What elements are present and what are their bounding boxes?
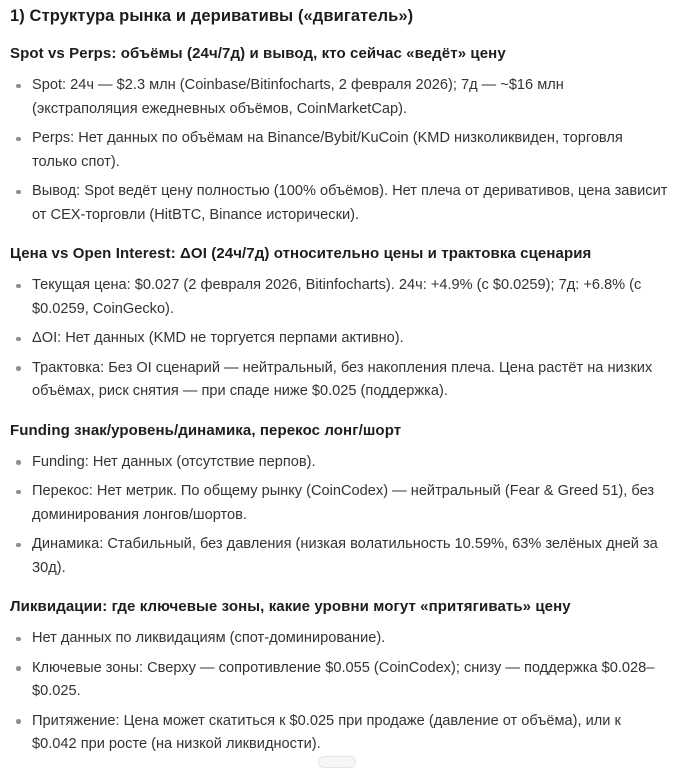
section-heading-funding: Funding знак/уровень/динамика, перекос лонг/шорт (10, 421, 402, 439)
list-item-text: Динамика: Стабильный, без давления (низкая волатильность 10.59%, 63% зелёных дней за 30д). (32, 536, 658, 576)
list-item (10, 657, 668, 704)
list-item (10, 180, 668, 227)
bullet-icon (16, 460, 21, 465)
section-heading-liquidations: Ликвидации: где ключевые зоны, какие уровни могут «притягивать» цену (10, 598, 571, 615)
list-item (10, 480, 668, 527)
bullet-icon (16, 543, 21, 548)
list-item (10, 533, 668, 580)
bullet-list (10, 274, 668, 404)
page-title: 1) Структура рынка и деривативы («двигатель») (10, 7, 414, 25)
list-item-text: Perps: Нет данных по объёмам на Binance/Bybit/KuCoin (KMD низколиквиден, торговля только спот). (32, 130, 623, 170)
list-item (10, 74, 668, 121)
bullet-icon (16, 284, 21, 289)
scroll-down-button-partial[interactable] (318, 756, 356, 768)
list-item-text: Spot: 24ч — $2.3 млн (Coinbase/Bitinfocharts, 2 февраля 2026); 7д — ~$16 млн (экстраполяция ежедневных объёмов, CoinMarketCap). (32, 77, 564, 117)
list-item-text: Нет данных по ликвидациям (спот-доминирование). (32, 630, 386, 646)
list-item (10, 627, 668, 651)
list-item (10, 357, 668, 404)
bullet-icon (16, 190, 21, 195)
bullet-icon (16, 137, 21, 142)
bullet-icon (16, 719, 21, 724)
section-price-vs-open-interest (10, 244, 668, 404)
list-item-text: Funding: Нет данных (отсутствие перпов). (32, 453, 316, 470)
list-item (10, 327, 668, 351)
bullet-icon (16, 337, 21, 342)
list-item (10, 710, 668, 757)
section-spot-vs-perps (10, 44, 668, 227)
section-heading-price-vs-open-interest: Цена vs Open Interest: ΔOI (24ч/7д) относительно цены и трактовка сценария (10, 245, 592, 262)
list-item-text: Текущая цена: $0.027 (2 февраля 2026, Bitinfocharts). 24ч: +4.9% (с $0.0259); 7д: +6.8% (с $0.0259, CoinGecko). (32, 277, 642, 317)
section-heading-spot-vs-perps: Spot vs Perps: объёмы (24ч/7д) и вывод, кто сейчас «ведёт» цену (10, 45, 506, 62)
bullet-list (10, 74, 668, 227)
bullet-icon (16, 637, 21, 642)
list-item (10, 127, 668, 174)
bullet-icon (16, 84, 21, 89)
list-item-text: Трактовка: Без OI сценарий — нейтральный, без накопления плеча. Цена растёт на низких объёмах, риск снятия — при спаде ниже $0.025 (поддержка). (32, 359, 653, 399)
section-liquidations (10, 597, 668, 757)
list-item-text: Перекос: Нет метрик. По общему рынку (CoinCodex) — нейтральный (Fear & Greed 51), без доминирования лонгов/шортов. (32, 483, 655, 523)
list-item (10, 274, 668, 321)
bullet-icon (16, 366, 21, 371)
bullet-list (10, 451, 668, 581)
list-item (10, 451, 668, 475)
bullet-icon (16, 666, 21, 671)
list-item-text: Вывод: Spot ведёт цену полностью (100% объёмов). Нет плеча от деривативов, цена зависит от CEX-торговли (HitBTC, Binance исторически). (32, 183, 668, 223)
list-item-text: Притяжение: Цена может скатиться к $0.025 при продаже (давление от объёма), или к $0.042 при росте (на низкой ликвидности). (32, 712, 621, 752)
bullet-icon (16, 490, 21, 495)
bullet-list (10, 627, 668, 757)
section-funding (10, 421, 668, 581)
list-item-text: Ключевые зоны: Сверху — сопротивление $0.055 (CoinCodex); снизу — поддержка $0.028–$0.025. (32, 659, 655, 699)
list-item-text: ΔOI: Нет данных (KMD не торгуется перпами активно). (32, 330, 404, 346)
